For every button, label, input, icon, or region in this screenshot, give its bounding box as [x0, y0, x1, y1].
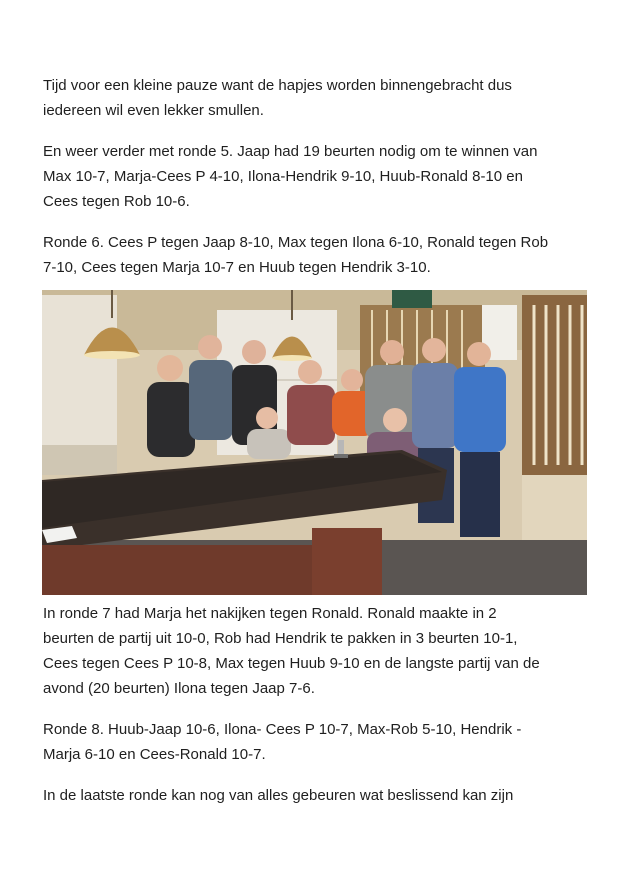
paragraph-round-8: Ronde 8. Huub-Jaap 10-6, Ilona- Cees P 10-7, Max-Rob 5-10, Hendrik - Marja 6-10 en Cees-Ronald 10-7.	[43, 721, 522, 763]
paragraph-round-5: En weer verder met ronde 5. Jaap had 19 beurten nodig om te winnen van Max 10-7, Marja-Cees P 4-10, Ilona-Hendrik 9-10, Huub-Ronald 8-10 en Cees tegen Rob 10-6.	[43, 143, 538, 210]
group-photo	[42, 290, 587, 595]
paragraph-round-6: Ronde 6. Cees P tegen Jaap 8-10, Max tegen Ilona 6-10, Ronald tegen Rob 7-10, Cees tegen Marja 10-7 en Huub tegen Hendrik 3-10.	[43, 234, 549, 276]
paragraph-pause: Tijd voor een kleine pauze want de hapjes worden binnengebracht dus iedereen wil even lekker smullen.	[43, 77, 512, 119]
paragraph-final-round: In de laatste ronde kan nog van alles gebeuren wat beslissend kan zijn	[43, 787, 514, 804]
group-photo-illustration	[42, 290, 587, 595]
paragraph-round-7: In ronde 7 had Marja het nakijken tegen Ronald. Ronald maakte in 2 beurten de partij uit 10-0, Rob had Hendrik te pakken in 3 beurten 10-1, Cees tegen Cees P 10-8, Max tegen Huub 9-10 en de langste partij van de avond (20 beurten) Ilona tegen Jaap 7-6.	[43, 605, 540, 697]
